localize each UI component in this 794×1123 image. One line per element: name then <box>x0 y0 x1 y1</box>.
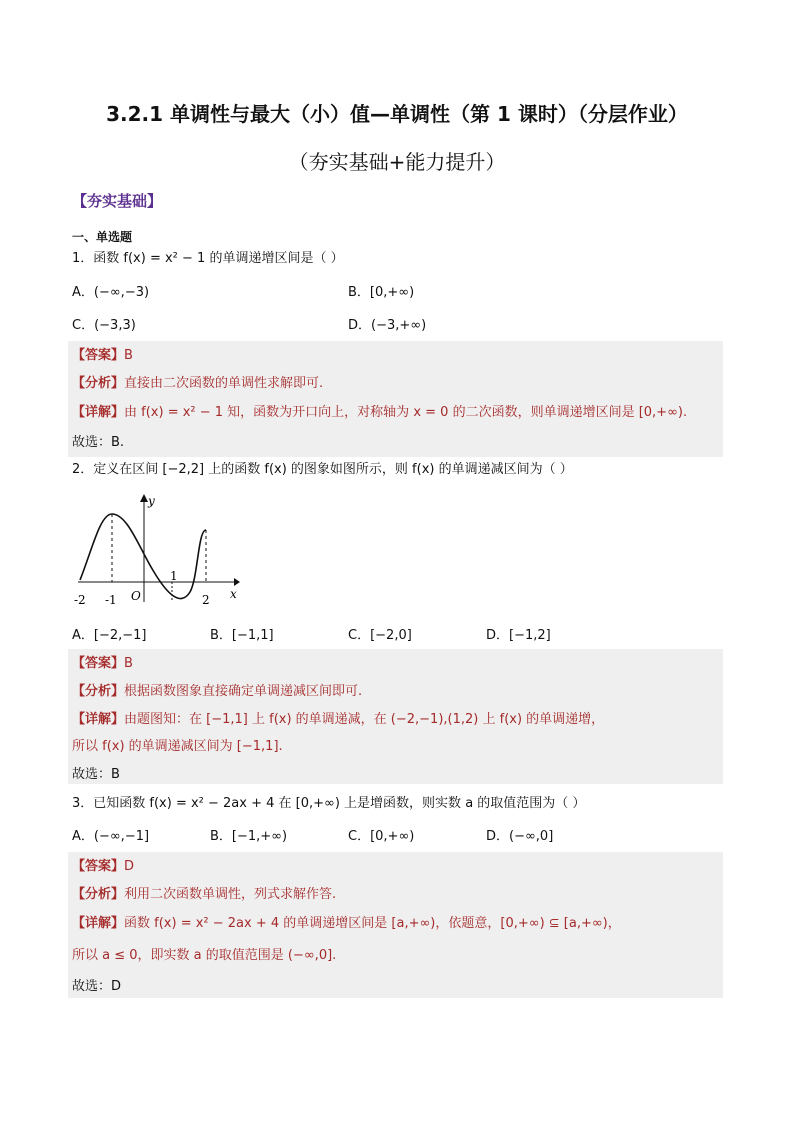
q2-answer-line <box>72 652 133 671</box>
q3-stem: 3．已知函数 f(x) = x² − 2ax + 4 在 [0,+∞) 上是增函数，则实数 a 的取值范围为（ ） <box>72 796 586 811</box>
q2-option-c: C．[−2,0] <box>348 628 412 643</box>
q3-choice: 故选：D <box>72 979 122 994</box>
q1-answer: B <box>124 348 133 363</box>
q1-analysis: 直接由二次函数的单调性求解即可. <box>124 376 324 391</box>
q3-option-d: D．(−∞,0] <box>486 829 554 844</box>
q2-detail: 由题图知：在 [−1,1] 上 f(x) 的单调递减，在 (−2,−1),(1,2) 上 f(x) 的单调递增， <box>124 712 605 727</box>
q3-detail-continued: 所以 a ≤ 0，即实数 a 的取值范围是 (−∞,0]. <box>72 948 337 963</box>
tick-label-minus-2: -2 <box>74 593 86 607</box>
q3-option-a: A．(−∞,−1] <box>72 829 150 844</box>
q3-analysis: 利用二次函数单调性，列式求解作答. <box>124 887 337 902</box>
document-subtitle: （夯实基础+能力提升） <box>288 150 506 174</box>
q2-choice: 故选：B <box>72 767 120 782</box>
q1-option-c: C．(−3,3) <box>72 318 136 333</box>
q3-option-c: C．[0,+∞) <box>348 829 415 844</box>
q1-answer-panel <box>68 341 723 457</box>
q3-answer: D <box>124 859 135 874</box>
q3-answer-tag: 【答案】 <box>72 859 125 874</box>
q2-detail-tag: 【详解】 <box>72 712 125 727</box>
q2-analysis-tag: 【分析】 <box>72 684 125 699</box>
q3-detail-line <box>72 912 621 931</box>
q2-analysis: 根据函数图象直接确定单调递减区间即可. <box>124 684 363 699</box>
y-axis-arrow <box>140 494 148 502</box>
tick-label-minus-1: -1 <box>105 593 117 607</box>
q2-answer: B <box>124 656 133 671</box>
q2-function-graph <box>72 490 242 612</box>
q1-choice: 故选：B. <box>72 435 125 450</box>
q1-option-a: A．(−∞,−3) <box>72 285 150 300</box>
x-axis-label: x <box>230 587 237 601</box>
q2-option-d: D．[−1,2] <box>486 628 551 643</box>
q3-option-b: B．[−1,+∞) <box>210 829 288 844</box>
q1-analysis-tag: 【分析】 <box>72 376 125 391</box>
q1-analysis-line <box>72 372 323 391</box>
q3-detail: 函数 f(x) = x² − 2ax + 4 的单调递增区间是 [a,+∞)，依题意，[0,+∞) ⊆ [a,+∞)， <box>124 916 621 931</box>
document-title: 3.2.1 单调性与最大（小）值—单调性（第 1 课时）（分层作业） <box>106 102 688 126</box>
question-type-heading: 一、单选题 <box>72 230 133 244</box>
q2-analysis-line <box>72 680 362 699</box>
q1-answer-line <box>72 344 133 363</box>
tick-label-1: 1 <box>170 569 178 583</box>
q3-answer-line <box>72 855 134 874</box>
q3-analysis-line <box>72 883 336 902</box>
q2-stem: 2．定义在区间 [−2,2] 上的函数 f(x) 的图象如图所示，则 f(x) 的单调递减区间为（ ） <box>72 462 573 477</box>
q3-analysis-tag: 【分析】 <box>72 887 125 902</box>
q1-detail-tag: 【详解】 <box>72 405 125 420</box>
function-curve <box>80 514 206 599</box>
q1-option-d: D．(−3,+∞) <box>348 318 427 333</box>
y-axis-label: y <box>148 494 155 508</box>
origin-label: O <box>131 589 141 603</box>
q1-option-b: B．[0,+∞) <box>348 285 415 300</box>
tick-label-2: 2 <box>202 593 210 607</box>
x-axis-arrow <box>234 578 240 586</box>
q1-answer-tag: 【答案】 <box>72 348 125 363</box>
q2-detail-line <box>72 708 604 727</box>
q1-detail-line <box>72 401 687 420</box>
q1-stem: 1．函数 f(x) = x² − 1 的单调递增区间是（ ） <box>72 251 344 266</box>
q2-option-b: B．[−1,1] <box>210 628 274 643</box>
section-heading: 【夯实基础】 <box>72 192 163 210</box>
q3-detail-tag: 【详解】 <box>72 916 125 931</box>
q2-option-a: A．[−2,−1] <box>72 628 147 643</box>
q1-detail: 由 f(x) = x² − 1 知，函数为开口向上，对称轴为 x = 0 的二次函数，则单调递增区间是 [0,+∞). <box>124 405 688 420</box>
q2-answer-tag: 【答案】 <box>72 656 125 671</box>
q2-detail-continued: 所以 f(x) 的单调递减区间为 [−1,1]. <box>72 739 283 754</box>
